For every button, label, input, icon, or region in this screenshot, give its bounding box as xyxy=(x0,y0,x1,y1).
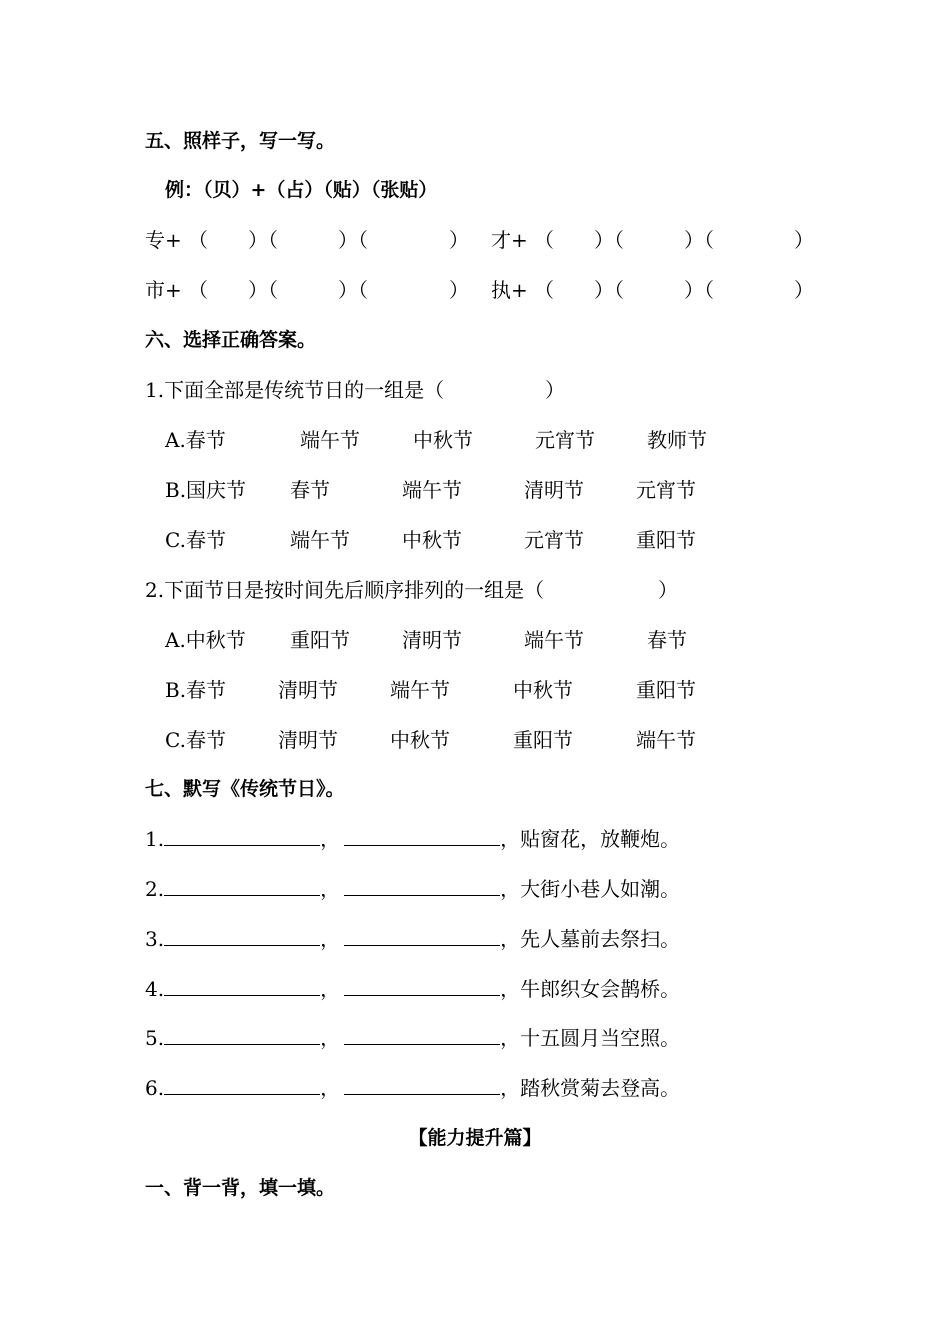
fill-blank[interactable] xyxy=(164,925,320,946)
option-item: 元宵节 xyxy=(636,478,696,502)
option-label: A.中秋节 xyxy=(165,628,246,652)
answer-paren[interactable]: ） xyxy=(545,378,565,402)
line-ending: ，十五圆月当空照。 xyxy=(500,1026,681,1050)
recitation-line xyxy=(145,975,680,1003)
fill-blank[interactable] xyxy=(344,875,500,896)
option-item: 春节 xyxy=(290,478,330,502)
section6-title: 六、选择正确答案。 xyxy=(145,329,317,351)
fill-blank[interactable] xyxy=(344,825,500,846)
ability-heading: 【能力提升篇】 xyxy=(408,1127,542,1149)
section5-title: 五、照样子，写一写。 xyxy=(145,130,336,152)
option-item: 春节 xyxy=(647,628,687,652)
fill-blank[interactable] xyxy=(164,875,320,896)
comma: ， xyxy=(320,877,341,901)
recitation-line xyxy=(145,1074,680,1102)
fill-blank[interactable] xyxy=(164,825,320,846)
line-number: 5. xyxy=(145,1026,165,1050)
option-item: 端午节 xyxy=(636,728,696,752)
base-char: 专+ xyxy=(145,228,182,252)
line-ending: ，踏秋赏菊去登高。 xyxy=(500,1076,681,1100)
question-stem: 2.下面节日是按时间先后顺序排列的一组是（ xyxy=(145,578,545,602)
option-item: 清明节 xyxy=(402,628,462,652)
fill-blank[interactable] xyxy=(344,1024,500,1045)
fill-blank[interactable] xyxy=(164,1074,320,1095)
option-label: C.春节 xyxy=(165,728,226,752)
line-number: 1. xyxy=(145,827,165,851)
option-item: 中秋节 xyxy=(413,428,473,452)
section5-example: 例：（贝）+（占）（贴）（张贴） xyxy=(165,179,438,201)
fill-blank[interactable] xyxy=(164,1024,320,1045)
recitation-line xyxy=(145,825,680,853)
line-number: 6. xyxy=(145,1076,165,1100)
recitation-line xyxy=(145,875,680,903)
option-item: 清明节 xyxy=(278,728,338,752)
fill-blank[interactable] xyxy=(344,1074,500,1095)
answer-blank[interactable]: ）（ xyxy=(338,228,368,252)
option-item: 清明节 xyxy=(278,678,338,702)
line-ending: ，贴窗花，放鞭炮。 xyxy=(500,827,681,851)
line-number: 4. xyxy=(145,977,165,1001)
answer-blank[interactable]: ） xyxy=(449,228,469,252)
comma: ， xyxy=(320,1026,341,1050)
line-ending: ，大街小巷人如潮。 xyxy=(500,877,681,901)
answer-blank[interactable]: ）（ xyxy=(594,278,624,302)
line-ending: ，先人墓前去祭扫。 xyxy=(500,927,681,951)
option-item: 端午节 xyxy=(402,478,462,502)
answer-blank[interactable]: ）（ xyxy=(338,278,368,302)
option-label: B.国庆节 xyxy=(165,478,247,502)
base-char: 执+ xyxy=(491,278,528,302)
option-item: 元宵节 xyxy=(535,428,595,452)
option-item: 中秋节 xyxy=(402,528,462,552)
answer-paren[interactable]: ） xyxy=(658,578,678,602)
comma: ， xyxy=(320,827,341,851)
comma: ， xyxy=(320,1076,341,1100)
answer-blank[interactable]: （ xyxy=(188,278,208,302)
option-item: 重阳节 xyxy=(290,628,350,652)
question-stem: 1.下面全部是传统节日的一组是（ xyxy=(145,378,445,402)
option-item: 重阳节 xyxy=(513,728,573,752)
option-label: C.春节 xyxy=(165,528,226,552)
answer-blank[interactable]: ）（ xyxy=(684,228,714,252)
answer-blank[interactable]: ）（ xyxy=(248,228,278,252)
option-item: 清明节 xyxy=(524,478,584,502)
option-item: 端午节 xyxy=(524,628,584,652)
option-item: 端午节 xyxy=(290,528,350,552)
option-item: 中秋节 xyxy=(390,728,450,752)
line-number: 3. xyxy=(145,927,165,951)
ability-section1-title: 一、背一背，填一填。 xyxy=(145,1177,336,1199)
comma: ， xyxy=(320,927,341,951)
option-item: 端午节 xyxy=(300,428,360,452)
recitation-line xyxy=(145,925,680,953)
line-ending: ，牛郎织女会鹊桥。 xyxy=(500,977,681,1001)
section7-title: 七、默写《传统节日》。 xyxy=(145,778,345,800)
option-label: A.春节 xyxy=(165,428,226,452)
answer-blank[interactable]: ） xyxy=(794,228,814,252)
answer-blank[interactable]: ）（ xyxy=(684,278,714,302)
option-item: 端午节 xyxy=(390,678,450,702)
base-char: 市+ xyxy=(145,278,182,302)
answer-blank[interactable]: （ xyxy=(188,228,208,252)
line-number: 2. xyxy=(145,877,165,901)
answer-blank[interactable]: ） xyxy=(449,278,469,302)
answer-blank[interactable]: ）（ xyxy=(594,228,624,252)
fill-blank[interactable] xyxy=(344,975,500,996)
recitation-line xyxy=(145,1024,680,1052)
option-label: B.春节 xyxy=(165,678,227,702)
answer-blank[interactable]: ） xyxy=(794,278,814,302)
answer-blank[interactable]: （ xyxy=(534,278,554,302)
option-item: 重阳节 xyxy=(636,678,696,702)
base-char: 才+ xyxy=(491,228,528,252)
answer-blank[interactable]: ）（ xyxy=(248,278,278,302)
fill-blank[interactable] xyxy=(164,975,320,996)
option-item: 中秋节 xyxy=(513,678,573,702)
answer-blank[interactable]: （ xyxy=(534,228,554,252)
option-item: 重阳节 xyxy=(636,528,696,552)
fill-blank[interactable] xyxy=(344,925,500,946)
option-item: 元宵节 xyxy=(524,528,584,552)
comma: ， xyxy=(320,977,341,1001)
option-item: 教师节 xyxy=(647,428,707,452)
